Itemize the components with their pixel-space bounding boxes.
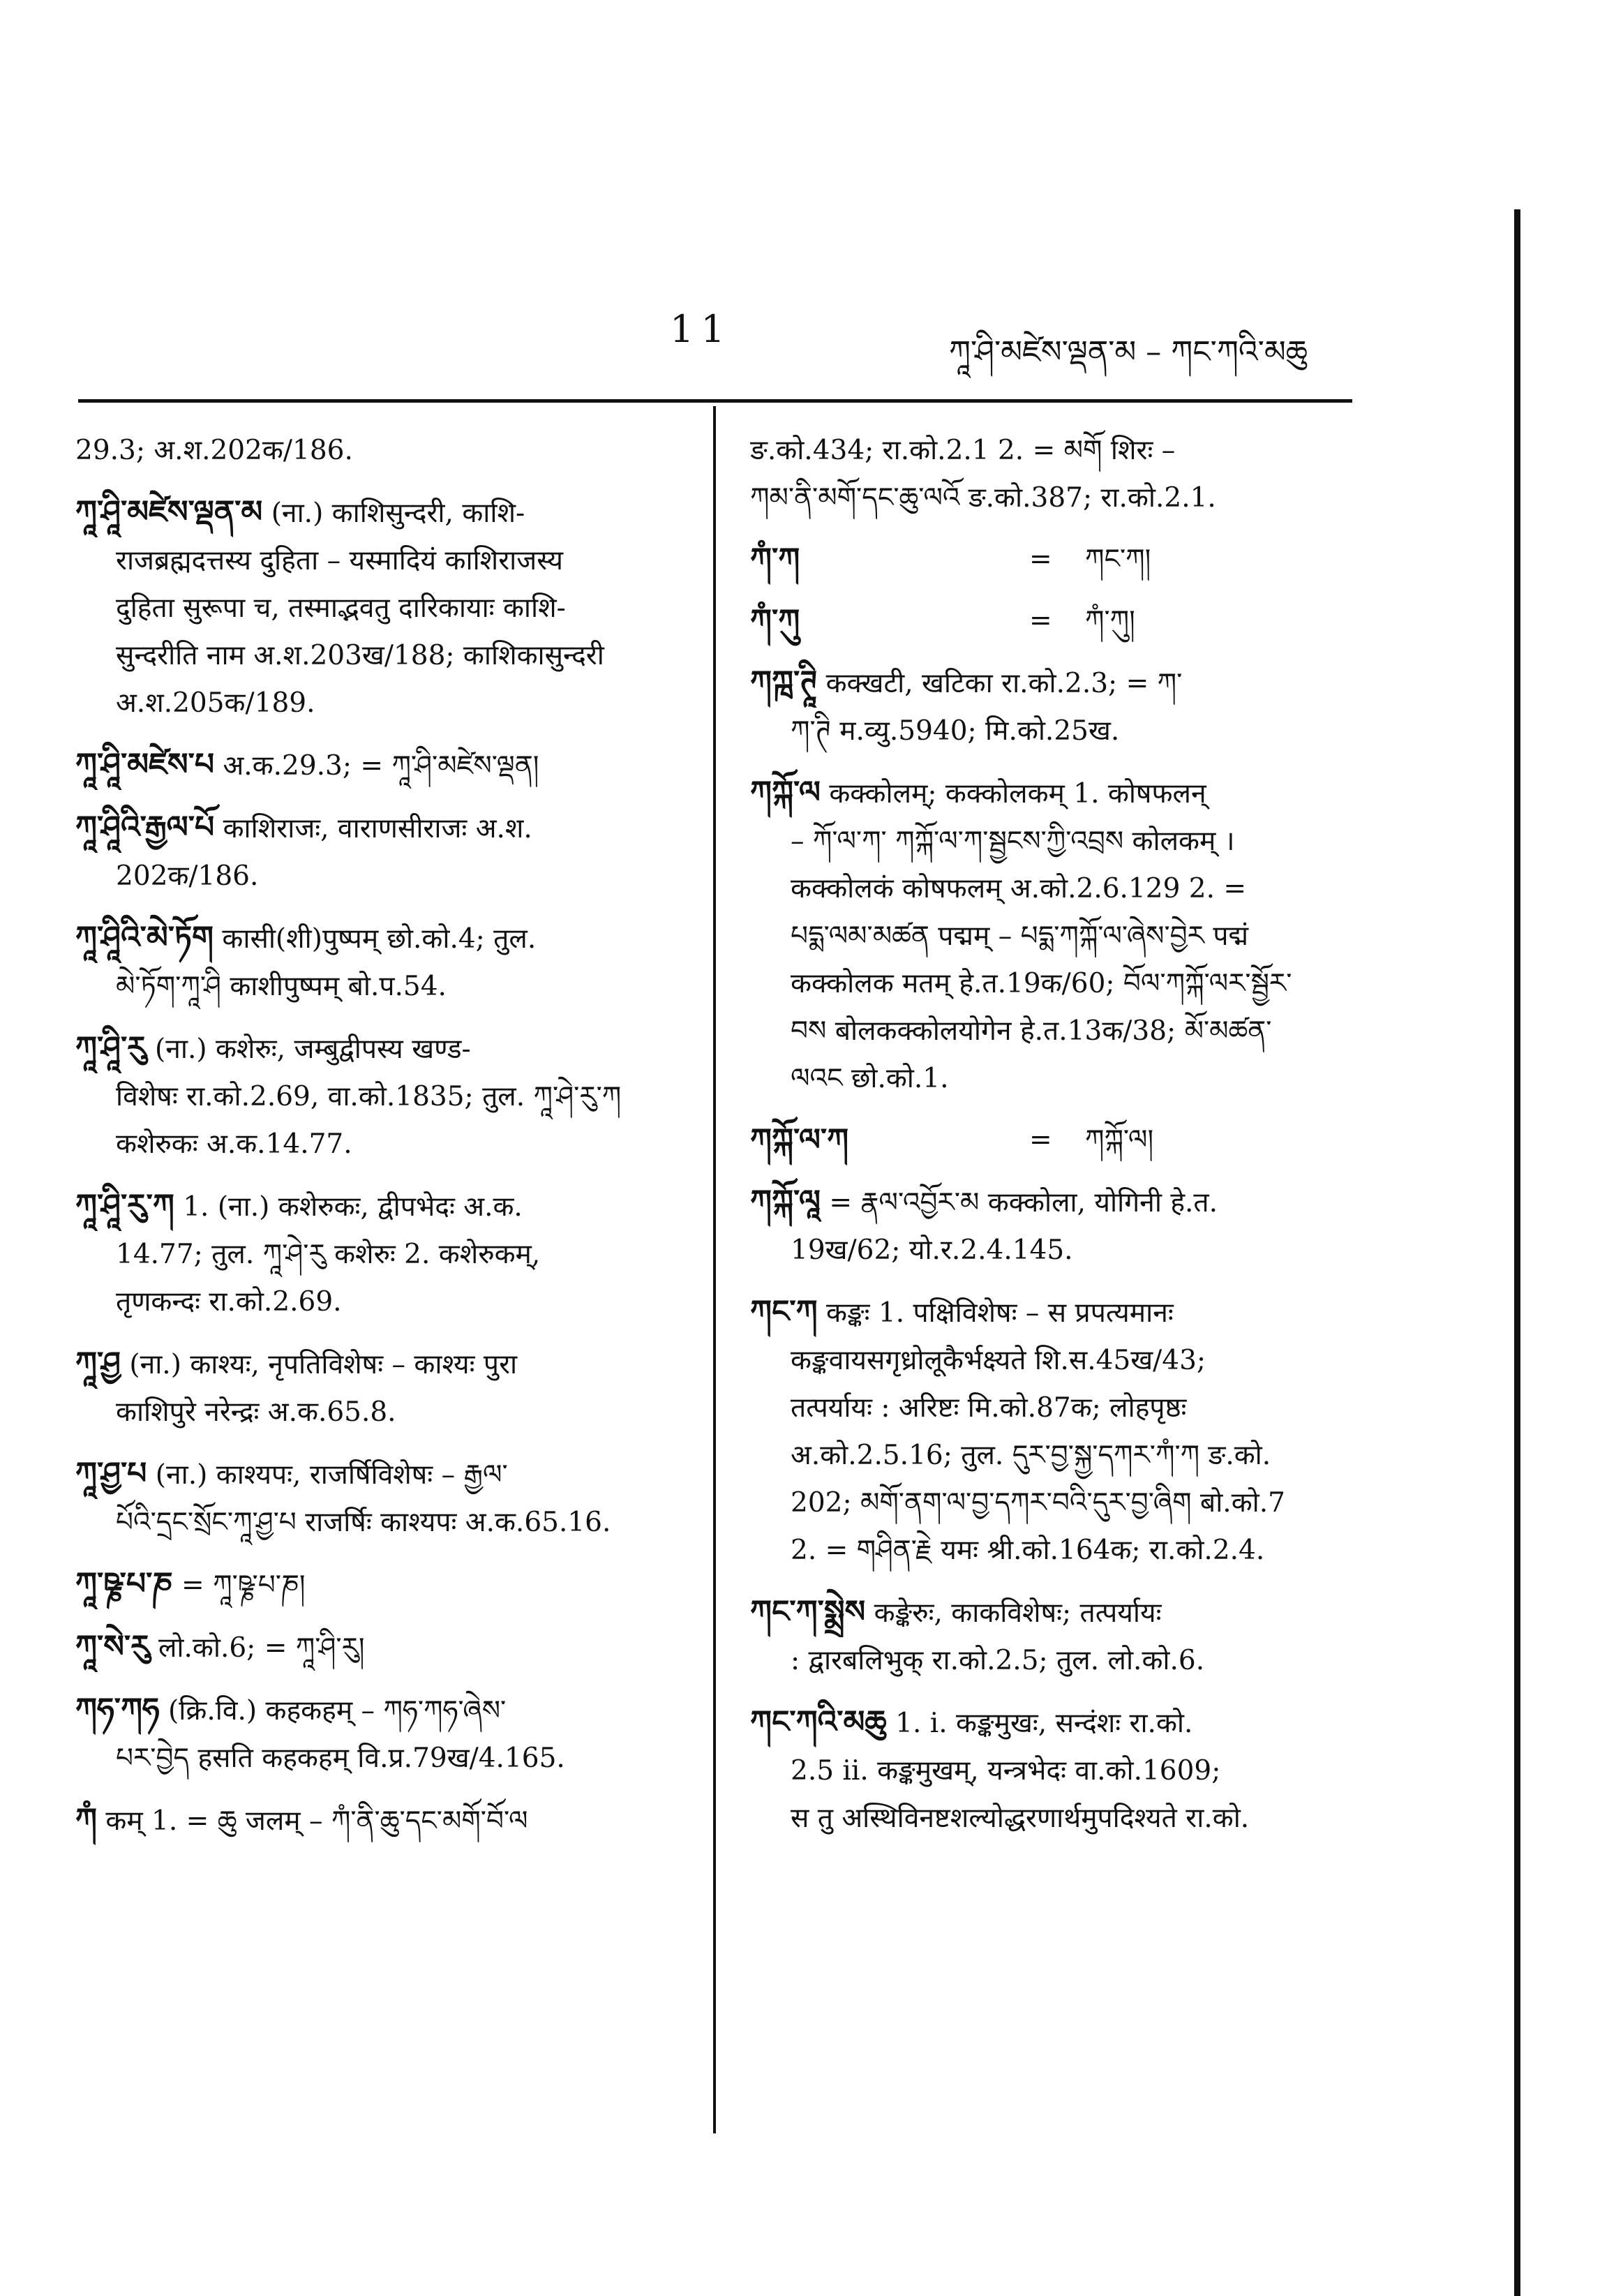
entry-line: कङ्कवायसगृध्रोलूकैर्भक्ष्यते शि.स.45ख/43; [791,1345,1206,1376]
entry-line: कशेरुकः अ.क.14.77. [116,1128,352,1160]
dictionary-entry [75,1450,689,1546]
entry-line: བས बोलकक्कोलयोगेन हे.त.13क/38; མོ་མཚན་ [791,1015,1272,1047]
entry-line: ཀང་ཀའི་མཆུ 1. i. कङ्कमुखः, सन्दंशः रा.को. [750,1704,1193,1740]
headword: ཀཾ་ཀ [750,542,800,577]
dictionary-entry [75,1340,689,1436]
entry-line: अ.को.2.5.16; तुल. དུར་བྱ་སྐྱ་དཀར་ཀཾ་ཀ ङ.को. [791,1440,1271,1471]
entry-line: ཀཱ་ཤྱ་པ (ना.) काश्यपः, राजर्षिविशेषः – རྒྱལ་ [75,1456,508,1491]
equivalence-entry [750,1117,1350,1164]
entry-line: दुहिता सुरूपा च, तस्माद्भवतु दारिकायाः काशि- [116,592,566,624]
page-number: 11 [670,307,732,351]
headword: ཀཱ་ཤཱི་མཛེས་ལྡན་མ [75,494,263,530]
entry-line: तृणकन्दः रा.को.2.69. [116,1286,342,1318]
entry-line: པདྨ་ལམ་མཚན पद्मम् – པདྨ་ཀཀྐོ་ལ་ཞེས་བྱེར पद्मं [791,920,1249,952]
headword: ཀཱ་ཤཱི་རུ [75,1030,147,1066]
entry-line: अ.श.205क/189. [116,687,315,719]
dictionary-entry [750,659,1350,755]
headword: ཀཱ་ཤྱ [75,1345,121,1381]
dictionary-entry [750,1288,1350,1574]
dictionary-entry [750,1178,1350,1274]
entry-line: ཀང་ཀ कङ्कः 1. पक्षिविशेषः – स प्रपत्यमानः [750,1294,1174,1329]
dictionary-entry [750,769,1350,1103]
headword: ཀཀྐོ་ལ་ཀ [750,1122,849,1158]
entry-line: विशेषः रा.को.2.69, वा.को.1835; तुल. ཀཱ་ཤེ་རུ་ཀ [116,1081,622,1112]
cross-reference: ཀཾ་ཀུ། [1085,605,1135,636]
entry-line: 2.5 ii. कङ्कमुखम्, यन्त्रभेदः वा.को.1609; [791,1755,1221,1787]
equals-sign: = [1029,544,1052,575]
headword: ཀཾ [75,1802,97,1837]
dictionary-entry [750,1699,1350,1842]
dictionary-entry [75,804,689,900]
entry-line: कक्कोलक मतम् हे.त.19क/60; བོལ་ཀཀྐོ་ལར་སྦྱོར་ [791,968,1292,999]
headword: ཀཱ་ཤཱི་མཛེས་པ [75,747,215,782]
entry-line: ཀང་ཀ་སྨྲེས कङ्केरुः, काकविशेषः; तत्पर्यायः [750,1594,1162,1630]
entry-line: सुन्दरीति नाम अ.श.203ख/188; काशिकासुन्दरी [116,640,604,671]
headword: ཀཱ་ཥྞ་པ་ཎ [75,1566,173,1602]
dictionary-entry [75,1182,689,1326]
headword: ཀང་ཀ་སྨྲེས [750,1594,866,1630]
entry-line: 19ख/62; यो.र.2.4.145. [791,1235,1073,1266]
entry-line: 29.3; अ.श.202क/186. [75,435,353,466]
column-divider [713,406,716,2133]
entry-line: ङ.को.434; रा.को.2.1 2. = མགོ शिरः – [750,435,1176,466]
running-head: ཀཱ་ཤི་མཛེས་ལྡན་མ – ཀང་ཀའི་མཆུ [949,334,1308,370]
headword: ཀཱ་ཤཱི་རུ་ཀ [75,1188,174,1223]
headword: ཀཀྑ་ཊཱི [750,664,818,700]
entry-line: ཀཀྐོ་ལ कक्कोलम्; कक्कोलकम् 1. कोषफलन् [750,775,1206,810]
headword: ཀཾ་ཀུ [750,603,800,639]
entry-line: कक्कोलकं कोषफलम् अ.को.2.6.129 2. = [791,873,1247,904]
entry-line: ཀཱ་སེ་རུ लो.को.6; = ཀཱ་ཤི་རུ། [75,1629,365,1664]
entry-line: ཀཱ་ཤཱི་རུ (ना.) कशेरुः, जम्बुद्वीपस्य खण्ड- [75,1030,471,1066]
entry-line: : द्वारबलिभुक् रा.को.2.5; तुल. लो.को.6. [791,1645,1205,1676]
equivalence-entry [750,536,1350,583]
entry-line: ཀཀྑ་ཊཱི कक्खटी, खटिका रा.को.2.3; = ཀ་ [750,664,1183,700]
dictionary-entry [75,914,689,1011]
dictionary-entry [75,1623,689,1672]
entry-line: काशिपुरे नरेन्द्रः अ.क.65.8. [116,1396,396,1428]
dictionary-entry [750,427,1350,522]
headword: ཀཱ་ཤཱིའི་མེ་ཏོག [75,920,214,955]
entry-line: ལའང छो.को.1. [791,1063,949,1094]
dictionary-entry [75,1686,689,1782]
dictionary-entry [750,1588,1350,1685]
dictionary-entry [75,741,689,790]
entry-line: ཀཱ་ཥྞ་པ་ཎ = ཀཱ་ཥྞ་པ་ཎ། [75,1566,306,1602]
headword: ཀཱ་སེ་རུ [75,1629,150,1664]
entry-line: ཀམ་ནི་མགོ་དང་ཆུ་ལའོ ङ.को.387; रा.को.2.1. [750,482,1216,514]
entry-line: ཀཱ་ཤཱིའི་མེ་ཏོག कासी(शी)पुष्पम् छो.को.4; तुल. [75,920,537,955]
entry-line: स तु अस्थिविनष्टशल्योद्धरणार्थमुपदिश्यते रा.को. [791,1803,1250,1834]
headword: ཀཱ་ཤཱིའི་རྒྱལ་པོ [75,810,215,845]
cross-reference: ཀང་ཀ། [1085,544,1151,575]
entry-line: ཀཧ་ཀཧ (क्रि.वि.) कहकहम् – ཀཧ་ཀཧ་ཞེས་ [75,1692,507,1727]
entry-line: ཀཾ कम् 1. = ཆུ जलम् – ཀཾ་ནི་ཆུ་དང་མགོ་བོ་ལ [75,1802,528,1837]
entry-line: राजब्रह्मदत्तस्य दुहिता – यस्मादियं काशिराजस्य [116,545,563,576]
entry-line: ཀཱ་ཤཱི་རུ་ཀ 1. (ना.) कशेरुकः, द्वीपभेदः अ.क. [75,1188,523,1223]
page-edge-bar [1514,209,1520,2296]
entry-line: པར་བྱེད हसति कहकहम् वि.प्र.79ख/4.165. [116,1743,565,1774]
entry-line: ཀཀྐོ་ལཱ = རྣལ་འབྱོར་མ कक्कोला, योगिनी हे.त. [750,1184,1218,1219]
dictionary-entry [75,489,689,727]
headword: ཀང་ཀ [750,1294,818,1329]
equivalence-entry [750,597,1350,645]
equals-sign: = [1029,1124,1052,1156]
entry-line: ཀཱ་ཤྱ (ना.) काश्यः, नृपतिविशेषः – काश्यः पुरा [75,1345,518,1381]
equals-sign: = [1029,605,1052,636]
entry-line: तत्पर्यायः : अरिष्टः मि.को.87क; लोहपृष्ठः [791,1392,1187,1424]
entry-line: ཀཱ་ཤཱི་མཛེས་པ अ.क.29.3; = ཀཱ་ཤི་མཛེས་ལྡན། [75,747,539,782]
entry-line: 202; མགོ་ནག་ལ་བྱ་དཀར་བའི་དུར་བྱ་ཞིག बो.को.7 [791,1487,1285,1519]
header-rule [78,399,1352,403]
entry-line: 2. = གཤིན་རྗེ यमः श्री.को.164क; रा.को.2.4. [791,1535,1265,1566]
headword: ཀཧ་ཀཧ [75,1692,160,1727]
entry-line: – ཀོ་ལ་ཀ་ ཀཀྐོ་ལ་ཀ་སྦྱངས་ཀྱི་འབྲས कोलकम् । [791,826,1235,857]
headword: ཀཀྐོ་ལ [750,775,821,810]
entry-line: 202क/186. [116,860,259,892]
right-column [750,427,1350,1856]
headword: ཀང་ཀའི་མཆུ [750,1704,887,1740]
entry-line: ཀཱ་ཤཱིའི་རྒྱལ་པོ काशिराजः, वाराणसीराजः अ.श. [75,810,532,845]
entry-line: པོའི་དྲང་སྲོང་ཀཱ་ཤྱ་པ राजर्षिः काश्यपः अ.क.65.16. [116,1507,611,1538]
entry-line: ཀ་ཊི म.व्यु.5940; मि.को.25ख. [791,715,1120,747]
headword: ཀཀྐོ་ལཱ [750,1184,821,1219]
dictionary-entry [75,1560,689,1609]
entry-line: མེ་ཏོག་ཀཱ་ཤི काशीपुष्पम् बो.प.54. [116,971,447,1002]
dictionary-entry [75,1796,689,1845]
entry-line: 14.77; तुल. ཀཱ་ཤེ་རུ कशेरुः 2. कशेरुकम्, [116,1239,541,1270]
dictionary-entry [75,427,689,475]
cross-reference: ཀཀྐོ་ལ། [1085,1124,1154,1156]
dictionary-entry [75,1024,689,1168]
entry-line: ཀཱ་ཤཱི་མཛེས་ལྡན་མ (ना.) काशिसुन्दरी, काशि- [75,494,525,530]
left-column [75,427,689,1859]
headword: ཀཱ་ཤྱ་པ [75,1456,147,1491]
